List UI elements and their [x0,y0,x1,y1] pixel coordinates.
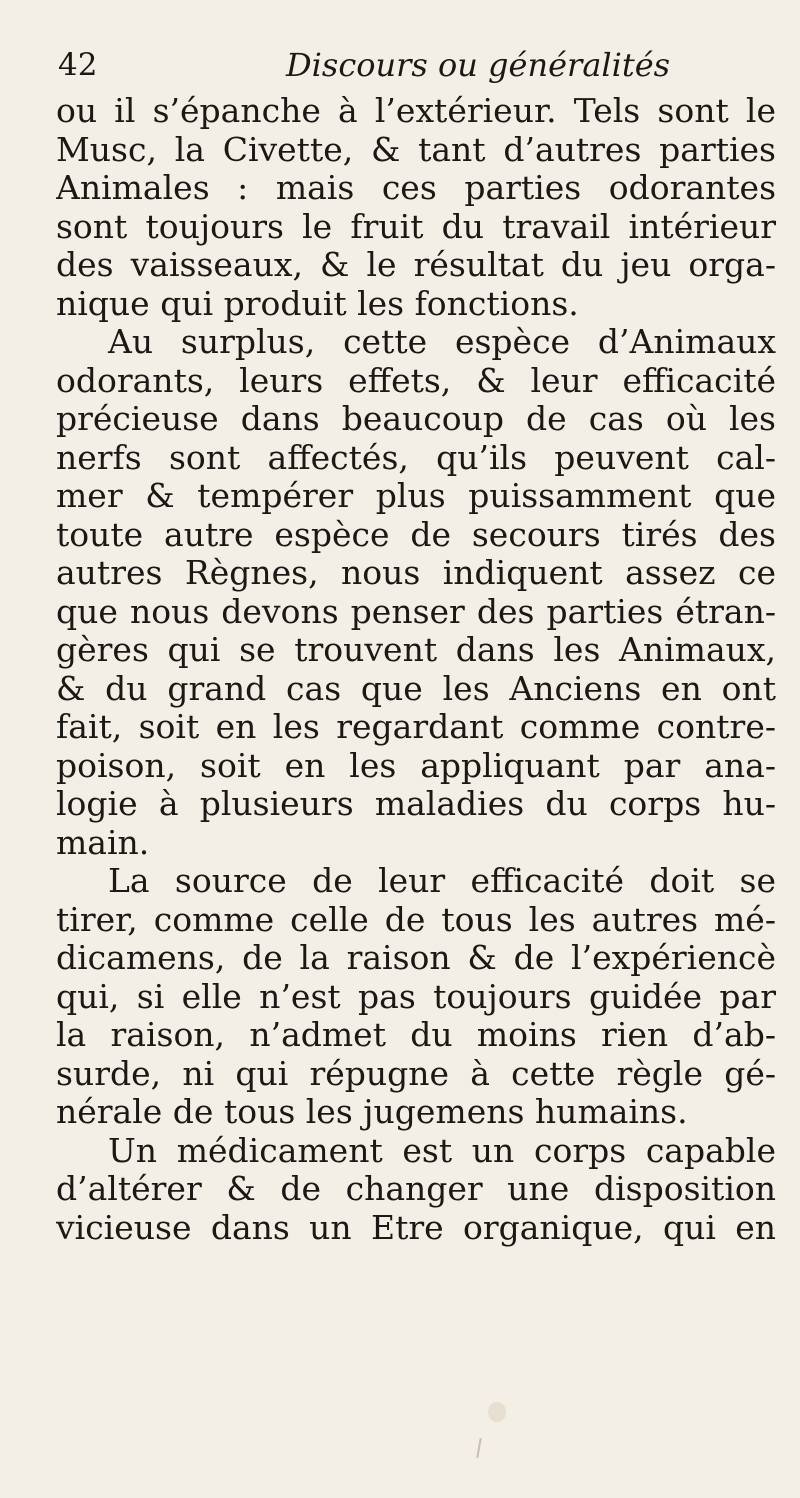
text-line: sont toujours le fruit du travail intérieur [56,207,776,246]
text-line: vicieuse dans un Etre organique, qui en [56,1208,776,1247]
text-line: des vaisseaux, & le résultat du jeu orga- [56,246,776,284]
text-line: qui, si elle n’est pas toujours guidée par [56,977,776,1016]
paper-blemish [488,1402,506,1422]
text-line: odorants, leurs effets, & leur efficacité [56,361,776,400]
running-head [58,40,778,90]
paragraph-start-line: Un médicament est un corps capable [108,1131,776,1170]
text-line: nérale de tous les jugemens humains. [56,1093,688,1131]
text-line: surde, ni qui répugne à cette règle gé- [56,1054,776,1093]
page-number: 42 [58,47,98,83]
paragraph-start-line: Au surplus, cette espèce d’Animaux [108,323,776,361]
text-line: précieuse dans beaucoup de cas où les [56,400,776,438]
text-line: logie à plusieurs maladies du corps hu- [56,785,776,823]
text-line: main. [56,823,150,862]
text-line: ou il s’épanche à l’extérieur. Tels sont le [56,92,776,130]
text-line: que nous devons penser des parties étran- [56,592,776,631]
paper-mark [476,1438,481,1458]
text-line: la raison, n’admet du moins rien d’ab- [56,1016,776,1054]
text-line: poison, soit en les appliquant par ana- [56,746,776,785]
text-line: & du grand cas que les Anciens en ont [56,669,776,708]
text-line: autres Règnes, nous indiquent assez ce [56,554,776,592]
text-line: fait, soit en les regardant comme contre- [56,708,776,746]
text-line: mer & tempérer plus puissamment que [56,477,776,515]
text-line: dicamens, de la raison & de l’expériencè [56,939,776,977]
text-line: nerfs sont affectés, qu’ils peuvent cal- [56,438,776,477]
running-title: Discours ou généralités [286,46,671,84]
text-line: Animales : mais ces parties odorantes [56,169,776,207]
body-text [56,92,776,1247]
text-line: nique qui produit les fonctions. [56,284,579,323]
paragraph-start-line: La source de leur efficacité doit se [108,862,776,900]
text-line: d’altérer & de changer une disposition [56,1170,776,1208]
text-line: gères qui se trouvent dans les Animaux, [56,631,776,669]
text-line: tirer, comme celle de tous les autres mé- [56,900,776,939]
text-line: Musc, la Civette, & tant d’autres parties [56,130,776,169]
text-line: toute autre espèce de secours tirés des [56,515,776,554]
